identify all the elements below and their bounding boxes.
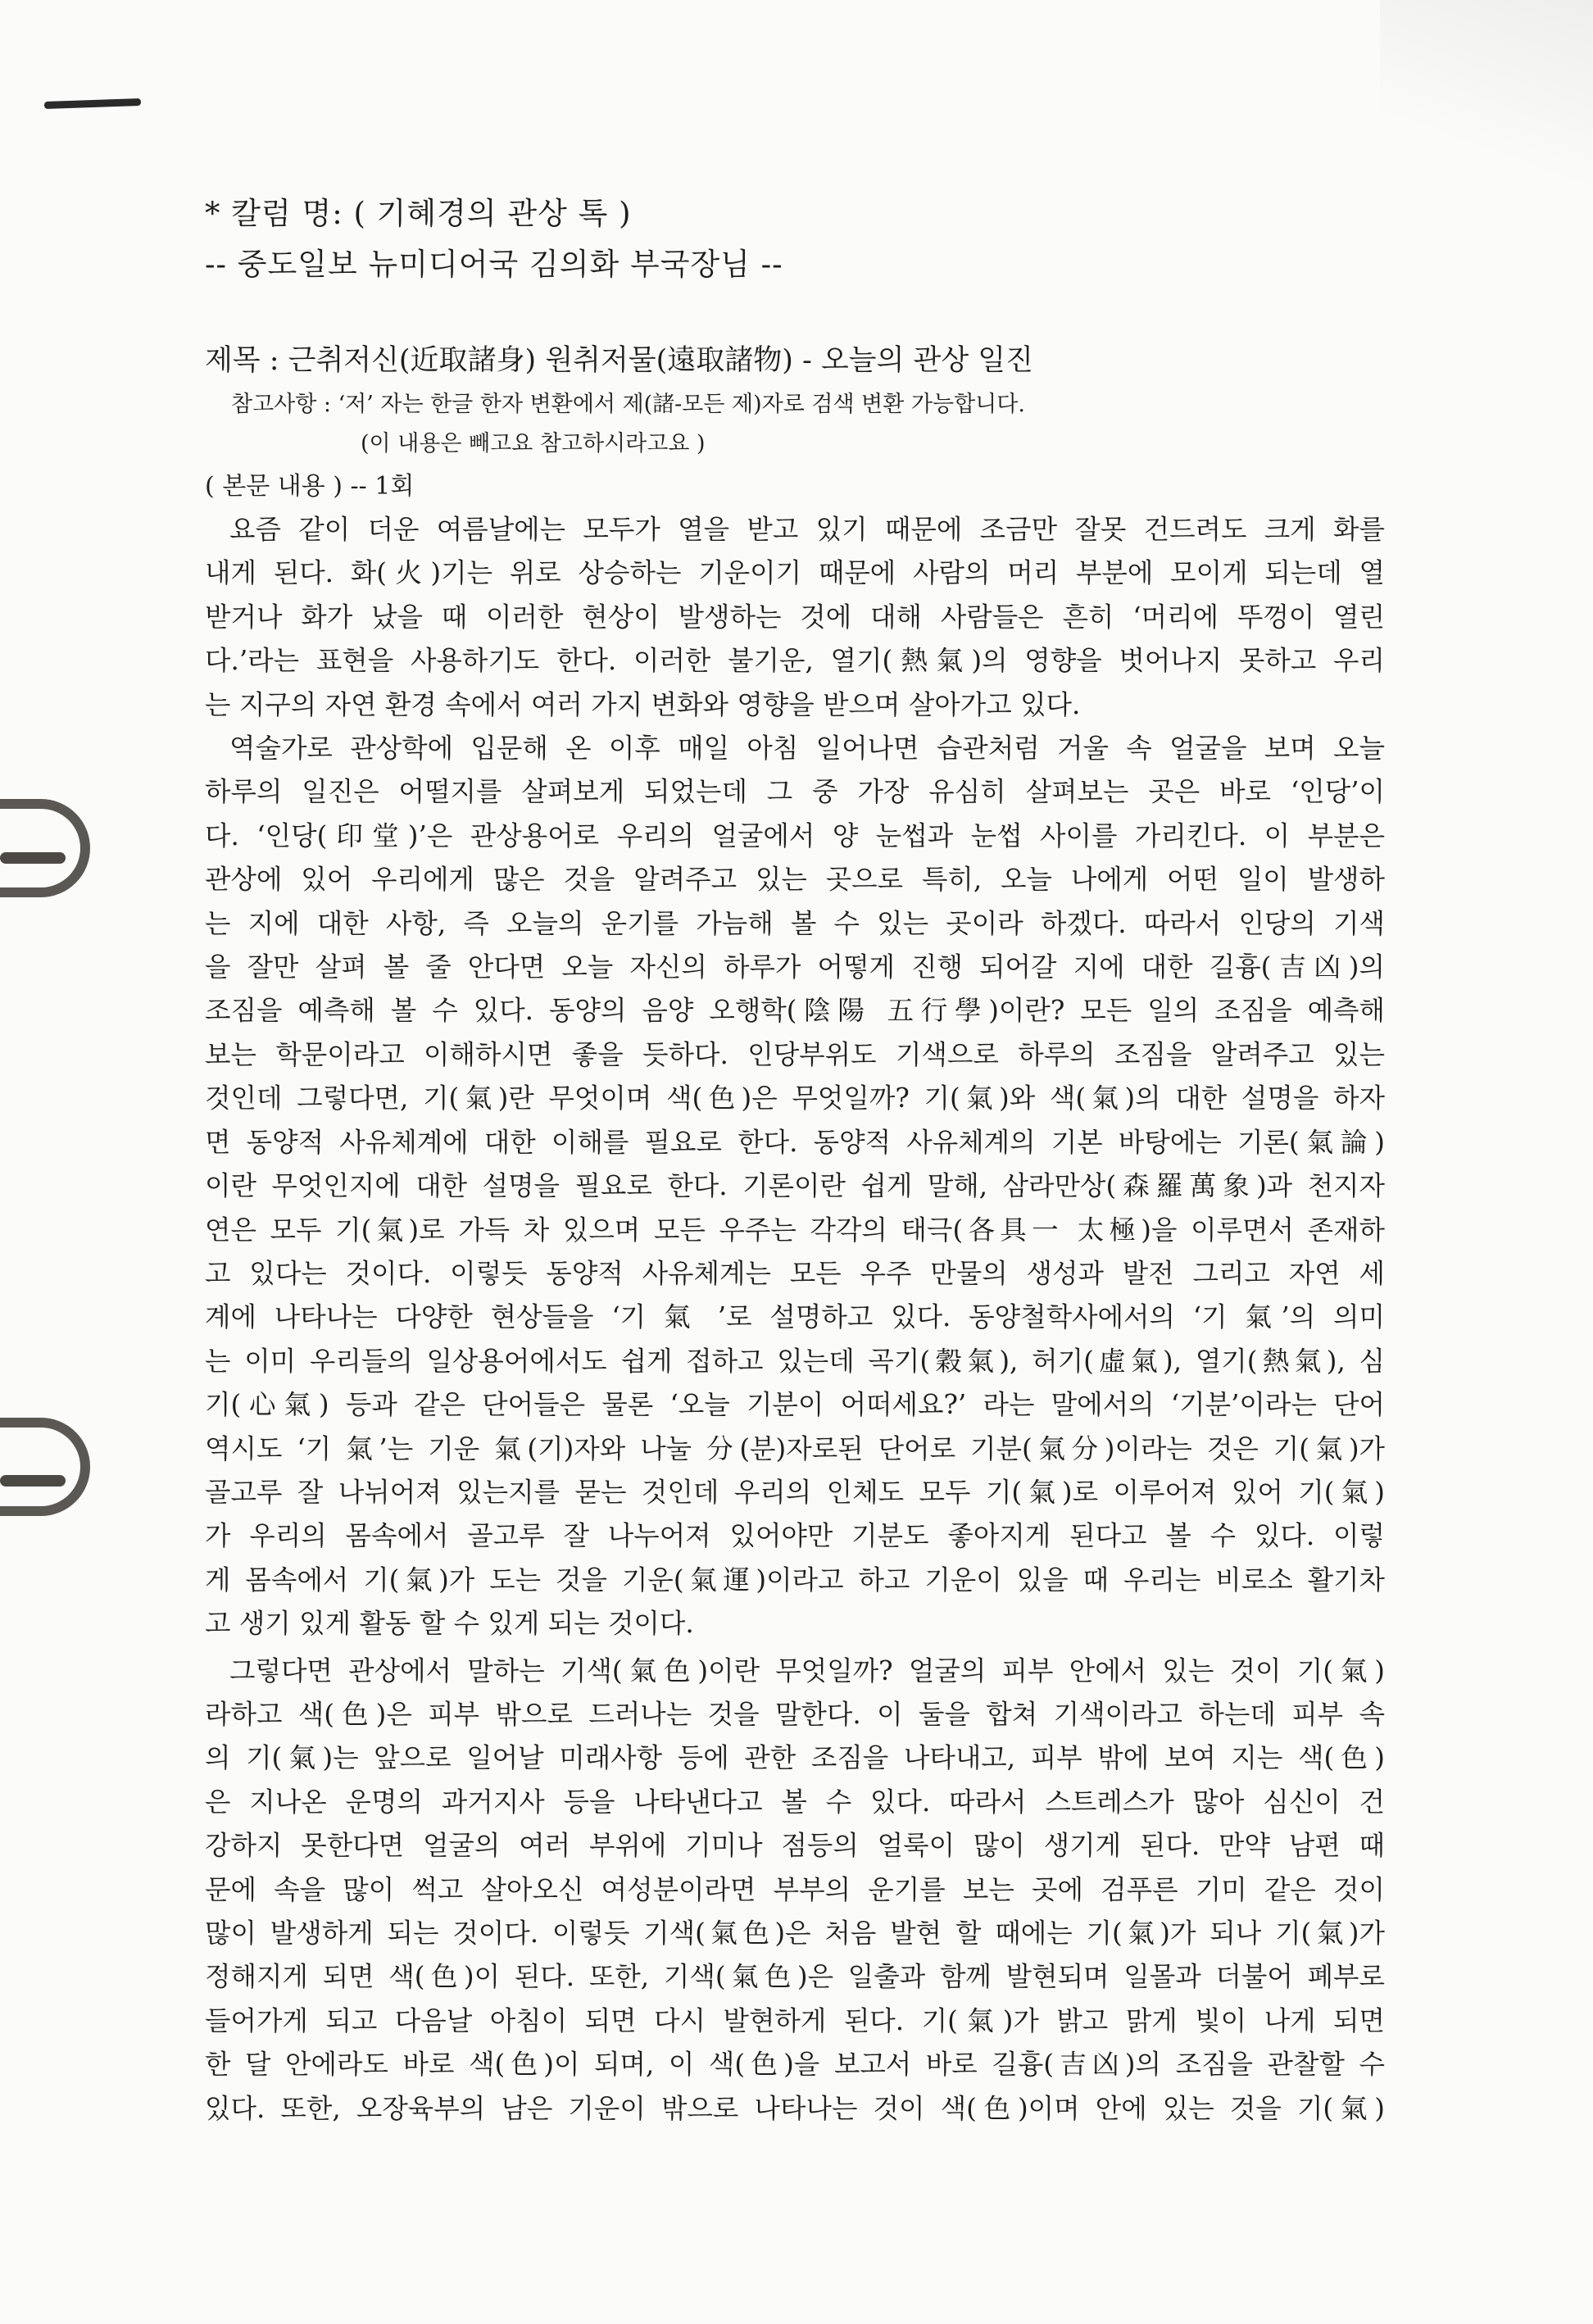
text-line: 게 몸속에서 기(氣)가 도는 것을 기운(氣運)이라고 하고 기운이 있을 때 우리는 비로소 활기차	[205, 1564, 1385, 1595]
text-line: 고 있다는 것이다. 이렇듯 동양적 사유체계는 모든 우주 만물의 생성과 발전 그리고 자연 세	[205, 1257, 1385, 1289]
binder-ring-bottom	[0, 1418, 90, 1516]
text-line: 연은 모두 기(氣)로 가득 차 있으며 모든 우주는 각각의 태극(各具一 太極)을 이루면서 존재하	[205, 1214, 1385, 1246]
text-line: 의 기(氣)는 앞으로 일어날 미래사항 등에 관한 조짐을 나타내고, 피부 밖에 보여 지는 색(色)	[205, 1742, 1385, 1774]
text-line: 을 잘만 살펴 볼 줄 안다면 오늘 자신의 하루가 어떻게 진행 되어갈 지에 대한 길흉(吉凶)의	[205, 951, 1385, 983]
article-subject: 제목 : 근취저신(近取諸身) 원취저물(遠取諸物) - 오늘의 관상 일진	[205, 344, 1033, 377]
text-line: 정해지게 되면 색(色)이 된다. 또한, 기색(氣色)은 일출과 함께 발현되며 일몰과 더불어 폐부로	[205, 1961, 1385, 1993]
text-line: 받거나 화가 났을 때 이러한 현상이 발생하는 것에 대해 사람들은 흔히 ‘머리에 뚜껑이 열린	[205, 601, 1385, 633]
text-line: 강하지 못한다면 얼굴의 여러 부위에 기미나 점등의 얼룩이 많이 생기게 된다. 만약 남편 때	[205, 1830, 1385, 1862]
text-line: 내게 된다. 화(火)기는 위로 상승하는 기운이기 때문에 사람의 머리 부분에 모이게 되는데 열	[205, 557, 1385, 589]
text-line: 계에 나타나는 다양한 현상들을 ‘기 氣 ’로 설명하고 있다. 동양철학사에서의 ‘기 氣’의 의미	[205, 1301, 1385, 1333]
text-line: 한 달 안에라도 바로 색(色)이 되며, 이 색(色)을 보고서 바로 길흉(吉凶)의 조짐을 관찰할 수	[205, 2049, 1385, 2081]
text-line: 는 이미 우리들의 일상용어에서도 쉽게 접하고 있는데 곡기(穀氣), 허기(虛氣), 열기(熱氣), 심	[205, 1345, 1385, 1377]
text-line: 골고루 잘 나뉘어져 있는지를 묻는 것인데 우리의 인체도 모두 기(氣)로 이루어져 있어 기(氣)	[205, 1476, 1385, 1508]
binder-ring-top	[0, 799, 90, 897]
text-line: 기(心氣) 등과 같은 단어들은 물론 ‘오늘 기분이 어떠세요?’ 라는 말에서의 ‘기분’이라는 단어	[205, 1389, 1385, 1421]
text-line: 면 동양적 사유체계에 대한 이해를 필요로 한다. 동양적 사유체계의 기본 바탕에는 기론(氣論)	[205, 1126, 1385, 1158]
text-line: 들어가게 되고 다음날 아침이 되면 다시 발현하게 된다. 기(氣)가 밝고 맑게 빛이 나게 되면	[205, 2004, 1385, 2036]
text-line: 다.’라는 표현을 사용하기도 한다. 이러한 불기운, 열기(熱氣)의 영향을 벗어나지 못하고 우리	[205, 645, 1385, 677]
paragraph-2	[205, 727, 1385, 1646]
text-line: 역술가로 관상학에 입문해 온 이후 매일 아침 일어나면 습관처럼 거울 속 얼굴을 보며 오늘	[229, 733, 1385, 765]
text-line: 하루의 일진은 어떨지를 살펴보게 되었는데 그 중 가장 유심히 살펴보는 곳은 바로 ‘인당’이	[205, 776, 1385, 808]
document-content	[205, 188, 1385, 2131]
text-line: 것인데 그렇다면, 기(氣)란 무엇이며 색(色)은 무엇일까? 기(氣)와 색(氣)의 대한 설명을 하자	[205, 1083, 1385, 1114]
text-line: 요즘 같이 더운 여름날에는 모두가 열을 받고 있기 때문에 조금만 잘못 건드려도 크게 화를	[229, 514, 1385, 545]
text-line: 다. ‘인당(印堂)’은 관상용어로 우리의 얼굴에서 양 눈썹과 눈썹 사이를 가리킨다. 이 부분은	[205, 819, 1385, 851]
text-line: 조짐을 예측해 볼 수 있다. 동양의 음양 오행학(陰陽 五行學)이란? 모든 일의 조짐을 예측해	[205, 995, 1385, 1027]
text-line: 는 지에 대한 사항, 즉 오늘의 운기를 가늠해 볼 수 있는 곳이라 하겠다. 따라서 인당의 기색	[205, 907, 1385, 939]
text-line: 많이 발생하게 되는 것이다. 이렇듯 기색(氣色)은 처음 발현 할 때에는 기(氣)가 되나 기(氣)가	[205, 1918, 1385, 1949]
paragraph-3	[205, 1650, 1385, 2131]
text-line: 있다. 또한, 오장육부의 남은 기운이 밖으로 나타나는 것이 색(色)이며 안에 있는 것을 기(氣)	[205, 2092, 1385, 2124]
text-line: 고 생기 있게 활동 할 수 있게 되는 것이다.	[205, 1608, 694, 1640]
binder-ring-bottom-bar	[0, 1475, 66, 1487]
text-line: 는 지구의 자연 환경 속에서 여러 가지 변화와 영향을 받으며 살아가고 있다.	[205, 688, 1081, 720]
text-line: 이란 무엇인지에 대한 설명을 필요로 한다. 기론이란 쉽게 말해, 삼라만상(森羅萬象)과 천지자	[205, 1170, 1385, 1202]
text-line: 라하고 색(色)은 피부 밖으로 드러나는 것을 말한다. 이 둘을 합쳐 기색이라고 하는데 피부 속	[205, 1698, 1385, 1730]
pen-mark	[44, 98, 141, 109]
text-line: 문에 속을 많이 썩고 살아오신 여성분이라면 부부의 운기를 보는 곳에 검푸른 기미 같은 것이	[205, 1873, 1385, 1905]
paragraph-1	[205, 508, 1385, 727]
body-label: ( 본문 내용 ) -- 1회	[205, 472, 415, 501]
text-line: 역시도 ‘기 氣’는 기운 氣(기)자와 나눌 分(분)자로된 단어로 기분(氣分)이라는 것은 기(氣)가	[205, 1432, 1385, 1464]
text-line: 그렇다면 관상에서 말하는 기색(氣色)이란 무엇일까? 얼굴의 피부 안에서 있는 것이 기(氣)	[229, 1654, 1385, 1686]
binder-ring-top-bar	[0, 852, 66, 864]
text-line: 보는 학문이라고 이해하시면 좋을 듯하다. 인당부위도 기색으로 하루의 조짐을 알려주고 있는	[205, 1038, 1385, 1070]
reference-note-aside: (이 내용은 빼고요 참고하시라고요 )	[361, 431, 706, 456]
text-line: 은 지나온 운명의 과거지사 등을 나타낸다고 볼 수 있다. 따라서 스트레스가 많아 심신이 건	[205, 1786, 1385, 1818]
text-line: 관상에 있어 우리에게 많은 것을 알려주고 있는 곳으로 특히, 오늘 나에게 어떤 일이 발생하	[205, 864, 1385, 896]
column-subtitle: -- 중도일보 뉴미디어국 김의화 부국장님 --	[205, 247, 783, 282]
reference-note: 참고사항 : ‘저’ 자는 한글 한자 변환에서 제(諸-모든 제)자로 검색 변환 가능합니다.	[231, 392, 1025, 417]
text-line: 가 우리의 몸속에서 골고루 잘 나누어져 있어야만 기분도 좋아지게 된다고 볼 수 있다. 이렇	[205, 1520, 1385, 1552]
column-title: * 칼럼 명: ( 기혜경의 관상 톡 )	[205, 196, 632, 231]
